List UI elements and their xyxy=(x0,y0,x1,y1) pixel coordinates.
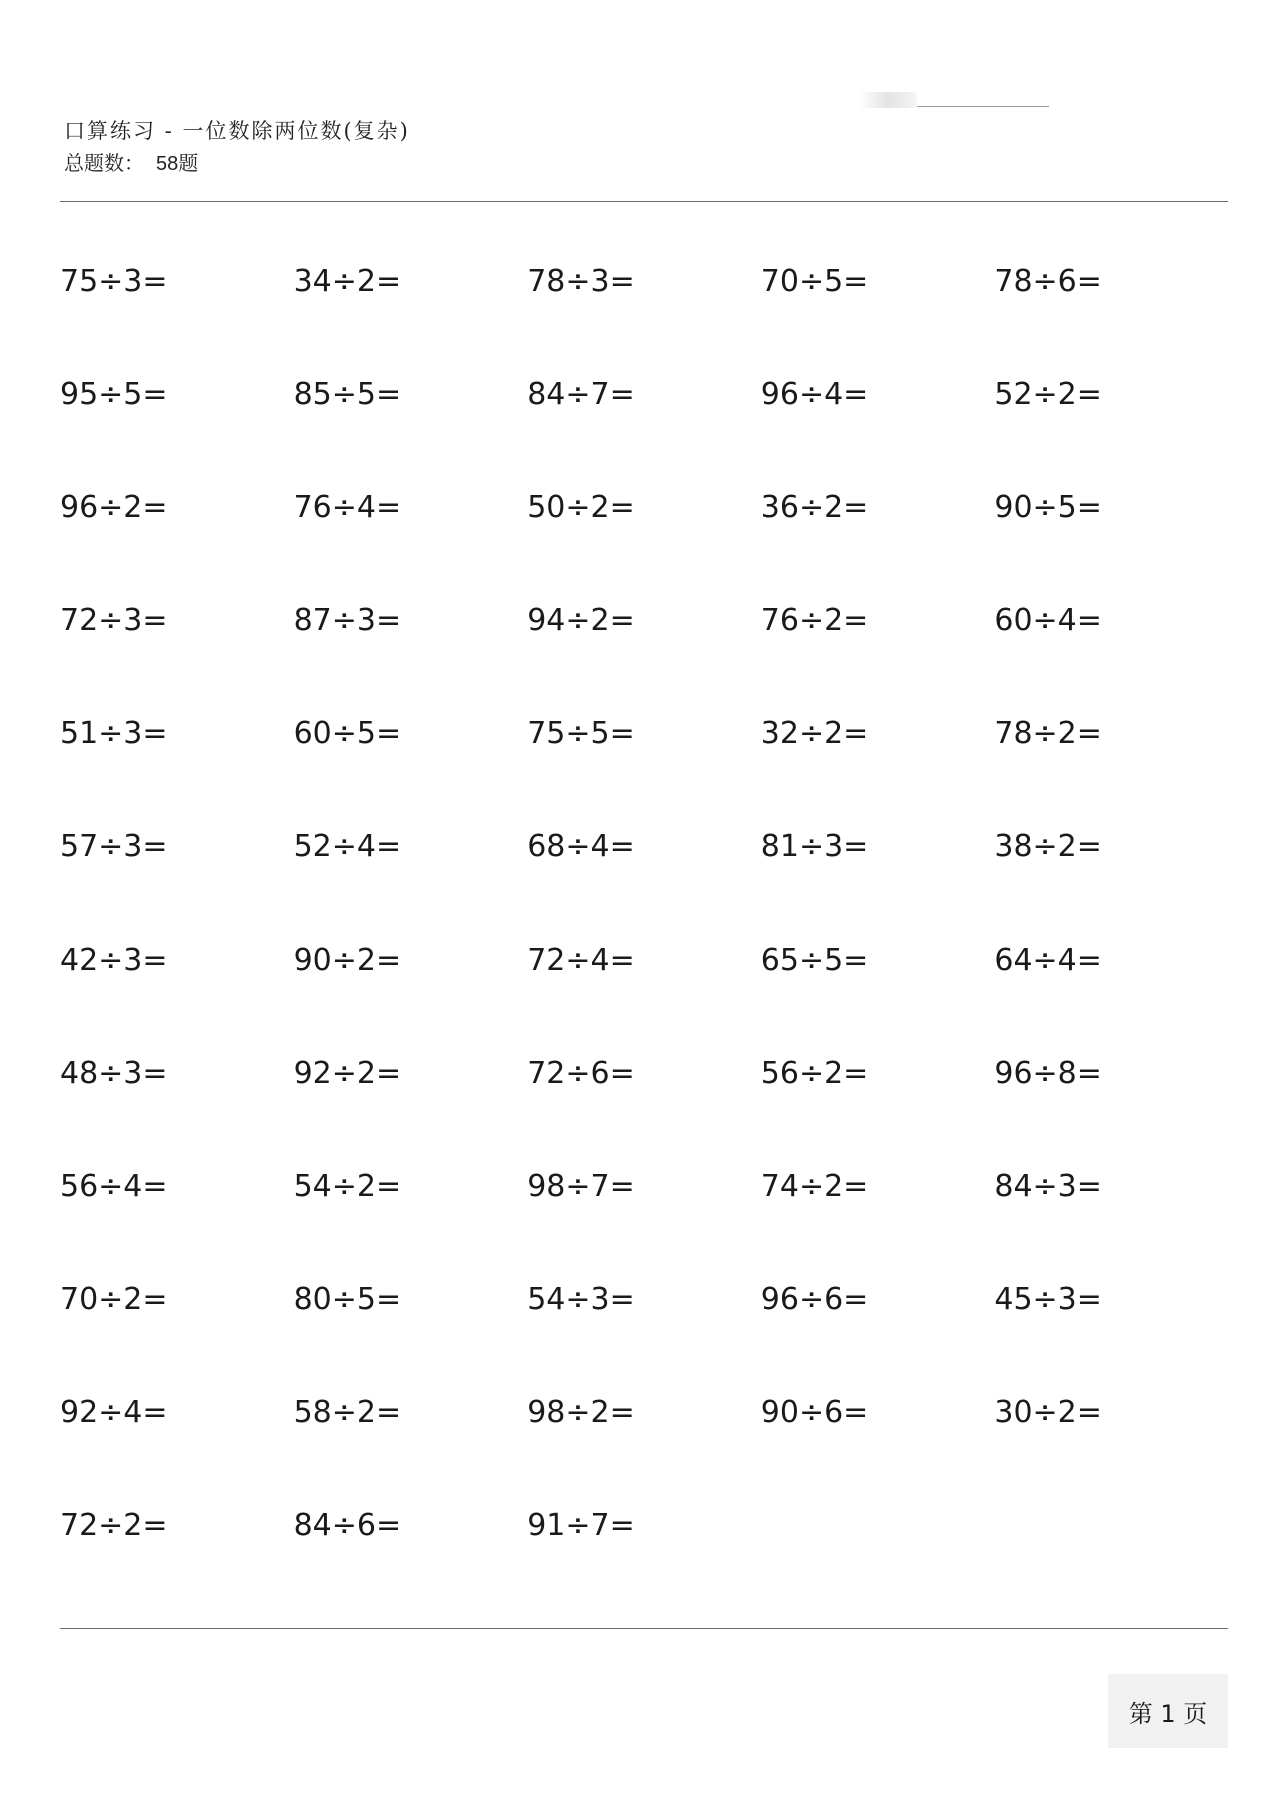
problem-item: 56÷2= xyxy=(760,1055,869,1091)
problem-item: 54÷2= xyxy=(293,1168,402,1204)
problem-item: 32÷2= xyxy=(760,716,869,752)
problem-item: 78÷3= xyxy=(527,264,635,299)
worksheet-title: 口算练习 - 一位数除两位数(复杂) xyxy=(64,119,410,143)
problem-item: 64÷4= xyxy=(994,942,1102,978)
worksheet-header xyxy=(64,116,1224,179)
problem-item: 42÷3= xyxy=(60,942,168,978)
problem-item: 70÷2= xyxy=(60,1281,168,1317)
problem-item: 60÷5= xyxy=(293,716,402,752)
problem-item: 92÷4= xyxy=(60,1394,168,1430)
problem-item: 96÷4= xyxy=(760,377,869,413)
problem-item: 76÷2= xyxy=(760,603,869,639)
problem-item: 38÷2= xyxy=(994,829,1102,865)
problem-item: 72÷6= xyxy=(527,1055,635,1091)
problem-item: 68÷4= xyxy=(527,829,635,865)
problem-item: 72÷2= xyxy=(60,1508,168,1544)
problem-item: 60÷4= xyxy=(994,603,1102,639)
problem-item: 90÷2= xyxy=(293,942,402,978)
problem-item: 96÷2= xyxy=(60,490,168,526)
problem-item: 48÷3= xyxy=(60,1055,168,1091)
problem-item: 96÷8= xyxy=(994,1055,1102,1091)
problem-item: 98÷2= xyxy=(527,1394,635,1430)
problem-item: 65÷5= xyxy=(760,942,869,978)
problem-item: 96÷6= xyxy=(760,1281,869,1317)
problem-item: 90÷5= xyxy=(994,490,1102,526)
problem-item: 57÷3= xyxy=(60,829,168,865)
problem-item: 98÷7= xyxy=(527,1168,635,1204)
problem-item: 72÷4= xyxy=(527,942,635,978)
problem-item: 84÷6= xyxy=(293,1508,402,1544)
page-number: 第 1 页 xyxy=(1108,1674,1228,1748)
name-smudge xyxy=(859,92,917,108)
problem-item: 92÷2= xyxy=(293,1055,402,1091)
problem-item: 52÷4= xyxy=(293,829,402,865)
problem-item: 78÷6= xyxy=(994,264,1102,299)
problem-item: 80÷5= xyxy=(293,1281,402,1317)
problem-item: 58÷2= xyxy=(293,1394,402,1430)
problem-item: 87÷3= xyxy=(293,603,402,639)
problem-item: 78÷2= xyxy=(994,716,1102,752)
problem-grid xyxy=(60,258,1228,1615)
problem-item: 90÷6= xyxy=(760,1394,869,1430)
problem-item: 76÷4= xyxy=(293,490,402,526)
problem-item: 50÷2= xyxy=(527,490,635,526)
problem-item: 95÷5= xyxy=(60,377,168,413)
name-field xyxy=(859,92,1049,110)
problem-item: 85÷5= xyxy=(293,377,402,413)
total-count-label: 总题数： xyxy=(64,151,144,175)
problem-item: 52÷2= xyxy=(994,377,1102,413)
problem-item: 56÷4= xyxy=(60,1168,168,1204)
problem-item: 54÷3= xyxy=(527,1281,635,1317)
problem-item: 74÷2= xyxy=(760,1168,869,1204)
problem-item: 72÷3= xyxy=(60,603,168,639)
problem-item: 34÷2= xyxy=(293,264,402,299)
problem-item: 30÷2= xyxy=(994,1394,1102,1430)
problem-item: 70÷5= xyxy=(760,264,869,299)
top-divider xyxy=(60,201,1228,202)
problem-item: 84÷3= xyxy=(994,1168,1102,1204)
total-count-value: 58题 xyxy=(156,153,199,175)
problem-item: 75÷5= xyxy=(527,716,635,752)
problem-item: 75÷3= xyxy=(60,264,168,299)
problem-item: 94÷2= xyxy=(527,603,635,639)
problem-item: 81÷3= xyxy=(760,829,869,865)
problem-item: 36÷2= xyxy=(760,490,869,526)
name-underline xyxy=(917,106,1049,107)
bottom-divider xyxy=(60,1628,1228,1629)
problem-item: 51÷3= xyxy=(60,716,168,752)
total-count xyxy=(64,148,1224,179)
problem-item: 91÷7= xyxy=(527,1508,635,1544)
problem-item: 45÷3= xyxy=(994,1281,1102,1317)
problem-item: 84÷7= xyxy=(527,377,635,413)
